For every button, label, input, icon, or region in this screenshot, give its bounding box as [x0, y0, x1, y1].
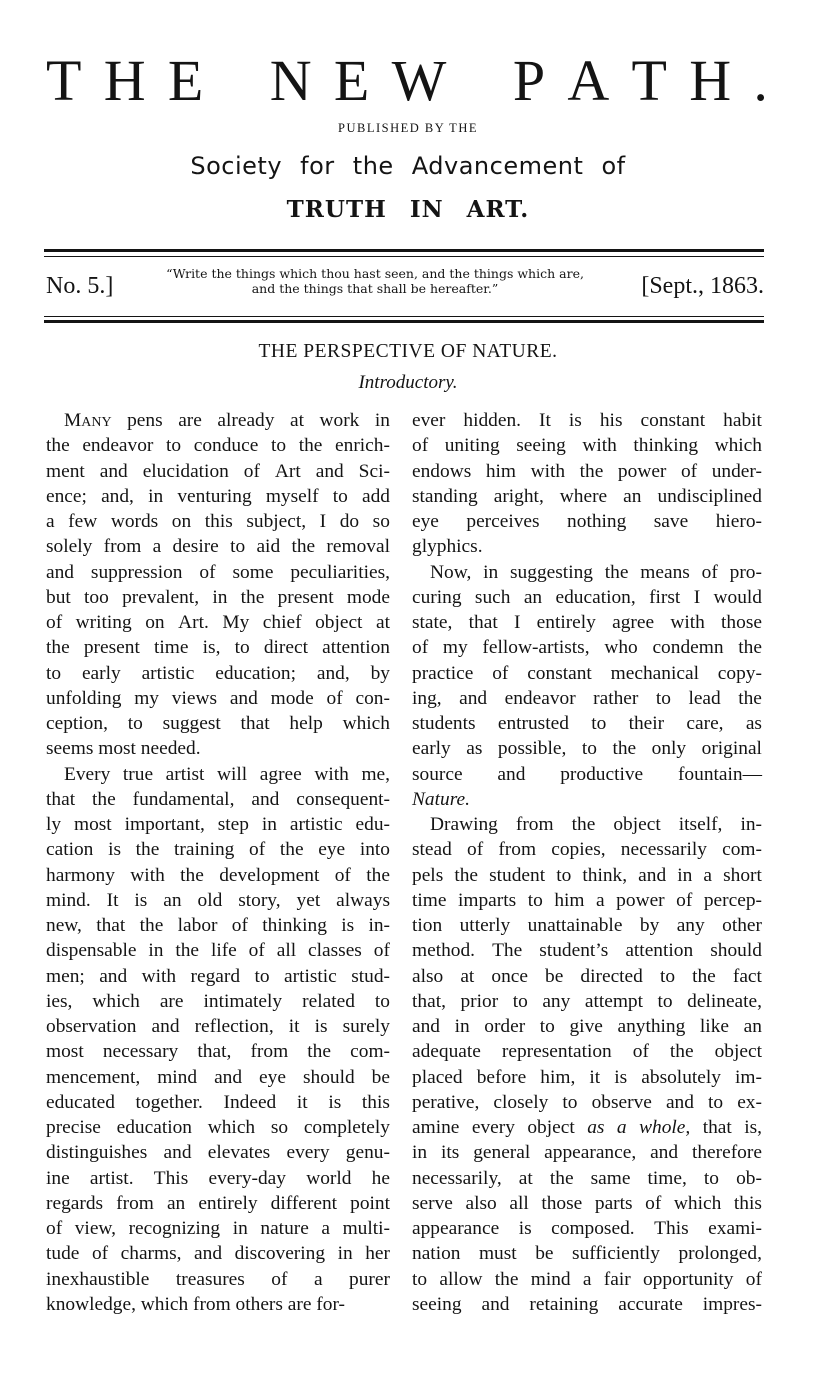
text-line: state, that I entirely agree with those: [412, 612, 762, 633]
article-title: THE PERSPECTIVE OF NATURE.: [258, 341, 558, 362]
epigraph-line-2: and the things that shall be hereafter.”: [251, 281, 499, 296]
issue-number: No. 5.]: [46, 273, 114, 299]
text-line: to allow the mind a fair opportunity of: [412, 1268, 762, 1290]
text-line: placed before him, it is absolutely im-: [412, 1066, 762, 1088]
text-line: ence; and, in venturing myself to add: [46, 485, 390, 507]
text-line: tion utterly unattainable by any other: [412, 915, 762, 936]
text-line: most necessary that, from the com-: [46, 1041, 390, 1063]
text-line: ment and elucidation of Art and Sci-: [46, 460, 390, 482]
masthead-letter: A: [567, 48, 610, 113]
masthead-letter: T: [631, 48, 667, 113]
text-line: stead of from copies, necessarily com-: [412, 839, 762, 861]
text-line: of uniting seeing with thinking which: [412, 435, 762, 457]
text-line: amine every object as a whole, that is,: [412, 1117, 762, 1138]
text-line: appearance is composed. This exami-: [412, 1218, 762, 1239]
text-line: harmony with the development of the: [46, 864, 390, 886]
masthead-gap: [226, 52, 248, 110]
text-line: time imparts to him a power of percep-: [412, 889, 762, 911]
text-line: method. The student’s attention should: [412, 940, 762, 962]
text-line: seems most needed.: [46, 738, 201, 760]
text-line: the present time is, to direct attention: [46, 637, 390, 659]
text-line: early as possible, to the only original: [412, 738, 762, 760]
text-line: a few words on this subject, I do so: [46, 511, 390, 532]
text-line: eye perceives nothing save hiero-: [412, 511, 762, 532]
text-line: tude of charms, and discovering in her: [46, 1243, 390, 1265]
text-line: source and productive fountain—: [412, 763, 762, 785]
text-line: inexhaustible treasures of a purer: [46, 1268, 390, 1290]
text-line: Every true artist will agree with me,: [64, 763, 390, 785]
text-line: to early artistic education; and, by: [46, 662, 390, 684]
text-line: of writing on Art. My chief object at: [46, 612, 390, 633]
epigraph: [140, 266, 610, 296]
text-line: ine artist. This every-day world he: [46, 1167, 390, 1189]
masthead-letter: T: [46, 48, 82, 113]
text-line: perative, closely to observe and to ex-: [412, 1091, 762, 1113]
text-line: pels the student to think, and in a short: [412, 864, 762, 886]
bottom-rule-thick: [44, 320, 764, 323]
text-line: standing aright, where an undisciplined: [412, 485, 762, 507]
text-line: knowledge, which from others are for-: [46, 1293, 345, 1315]
masthead-letter: H: [103, 48, 146, 113]
published-by-line: PUBLISHED BY THE: [338, 121, 478, 135]
text-line: Nature.: [412, 788, 470, 810]
masthead-letter: P: [512, 48, 546, 113]
left-column: [46, 408, 390, 1317]
text-line: solely from a desire to aid the removal: [46, 536, 390, 558]
masthead-letter: H: [689, 48, 732, 113]
text-line: and in order to give anything like an: [412, 1016, 762, 1037]
text-line: that, prior to any attempt to delineate,: [412, 990, 762, 1012]
text-line: Many pens are already at work in: [64, 410, 390, 431]
text-line: regards from an entirely different point: [46, 1192, 390, 1214]
text-line: ies, which are intimately related to: [46, 990, 390, 1012]
text-line: students entrusted to their care, as: [412, 713, 762, 734]
text-line: men; and with regard to artistic stud-: [46, 965, 390, 987]
text-line: ing, and endeavor rather to lead the: [412, 687, 762, 709]
masthead-letter: E: [167, 48, 204, 113]
text-line: endows him with the power of under-: [412, 460, 762, 482]
text-line: ly most important, step in artistic edu-: [46, 814, 390, 835]
masthead-letter: W: [391, 48, 447, 113]
text-line: mencement, mind and eye should be: [46, 1066, 390, 1088]
text-line: that the fundamental, and consequent-: [46, 788, 390, 810]
text-line: of my fellow-artists, who condemn the: [412, 637, 762, 659]
text-line: also at once be directed to the fact: [412, 965, 762, 987]
epigraph-line-1: “Write the things which thou hast seen, and the things which are,: [166, 266, 584, 281]
text-line: ever hidden. It is his constant habit: [412, 410, 762, 431]
text-line: educated together. Indeed it is this: [46, 1091, 390, 1113]
society-name: Society for the Advancement of: [190, 152, 626, 180]
issue-date: [Sept., 1863.: [641, 273, 764, 299]
masthead-letter: N: [269, 48, 312, 113]
text-line: precise education which so completely: [46, 1117, 390, 1138]
society-motto-title: TRUTH IN ART.: [286, 196, 530, 223]
text-line: of view, recognizing in nature a multi-: [46, 1218, 390, 1239]
text-line: in its general appearance, and therefore: [412, 1142, 762, 1164]
text-line: seeing and retaining accurate impres-: [412, 1293, 762, 1315]
text-line: serve also all those parts of which this: [412, 1192, 762, 1214]
text-line: Drawing from the object itself, in-: [430, 814, 762, 835]
text-line: curing such an education, first I would: [412, 586, 762, 608]
text-line: glyphics.: [412, 536, 483, 558]
article-subtitle: Introductory.: [358, 372, 458, 393]
text-line: Now, in suggesting the means of pro-: [430, 561, 762, 583]
text-line: and suppression of some peculiarities,: [46, 561, 390, 583]
text-line: observation and reflection, it is surely: [46, 1016, 390, 1037]
text-line: dispensable in the life of all classes of: [46, 940, 390, 962]
text-line: cation is the training of the eye into: [46, 839, 390, 861]
text-line: nation must be sufficiently prolonged,: [412, 1243, 762, 1265]
text-line: ception, to suggest that help which: [46, 713, 390, 734]
text-line: the endeavor to conduce to the enrich-: [46, 435, 390, 457]
masthead-gap: [469, 52, 491, 110]
text-line: unfolding my views and mode of con-: [46, 687, 390, 709]
bottom-rule-thin: [44, 316, 764, 317]
masthead-title: [46, 48, 768, 113]
top-rule-thick: [44, 249, 764, 252]
top-rule-thin: [44, 256, 764, 257]
text-line: practice of constant mechanical copy-: [412, 662, 762, 684]
right-column: [412, 408, 762, 1317]
text-line: new, that the labor of thinking is in-: [46, 915, 390, 936]
text-line: necessarily, at the same time, to ob-: [412, 1167, 762, 1189]
masthead-letter: E: [333, 48, 370, 113]
text-line: adequate representation of the object: [412, 1041, 762, 1063]
masthead-letter: .: [753, 48, 768, 113]
text-line: distinguishes and elevates every genu-: [46, 1142, 390, 1164]
text-line: but too prevalent, in the present mode: [46, 586, 390, 608]
text-line: mind. It is an old story, yet always: [46, 889, 390, 911]
